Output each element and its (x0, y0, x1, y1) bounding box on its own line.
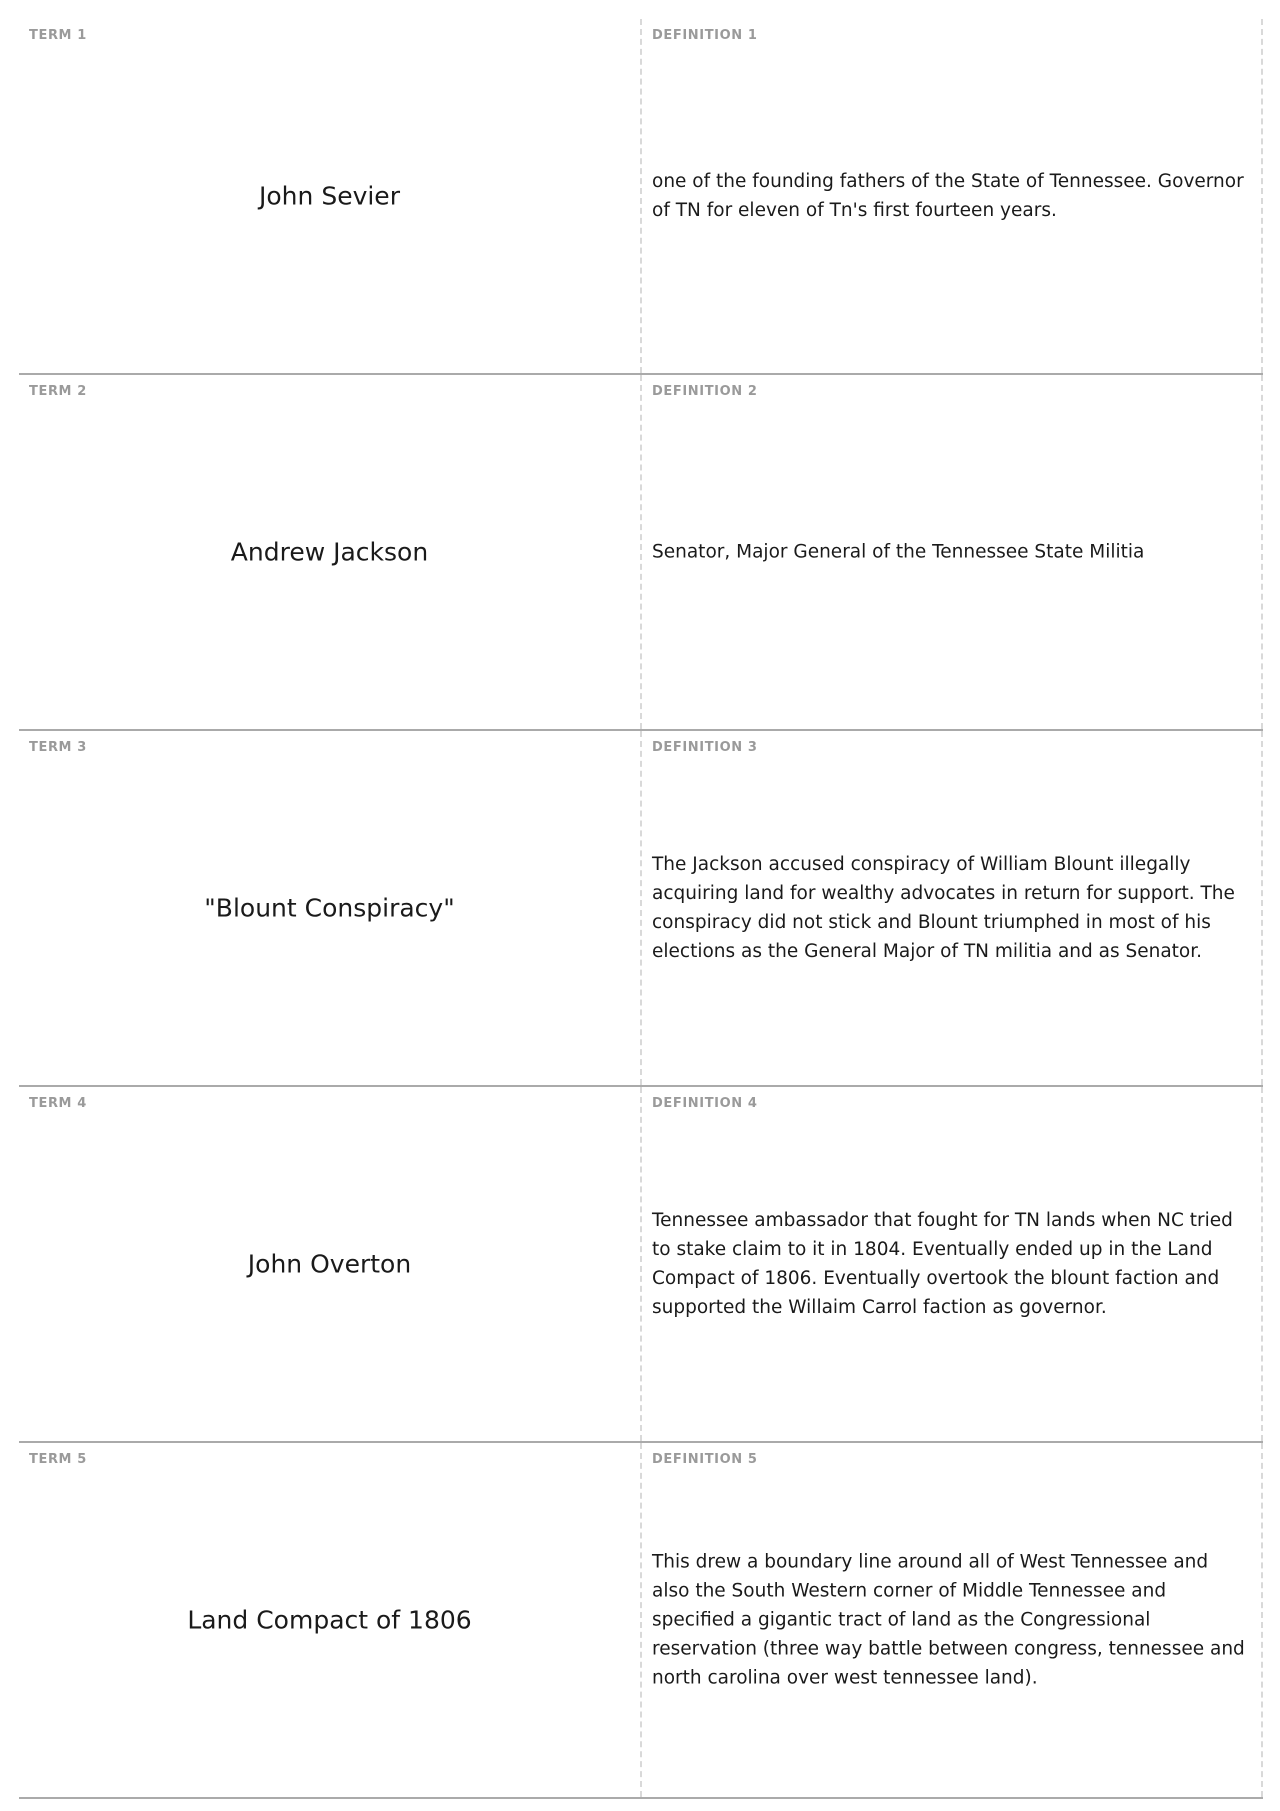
definition-text: This drew a boundary line around all of West Tennessee and also the South Western corner of Middle Tennessee and specified a gigantic tract of land as the Congressional reservation (three way battle between congress, tennessee and north carolina over west tennessee land). (652, 1551, 1245, 1689)
definition-label: DEFINITION 4 (652, 1096, 758, 1111)
definition-cell (642, 375, 1263, 729)
term-label: TERM 1 (29, 28, 87, 43)
definition-cell (642, 1443, 1263, 1797)
term-label: TERM 5 (29, 1452, 87, 1467)
term-text: John Sevier (259, 181, 400, 211)
definition-cell (642, 731, 1263, 1085)
flashcard-sheet (19, 19, 1263, 1799)
definition-text: Senator, Major General of the Tennessee State Militia (652, 541, 1145, 563)
definition-cell (642, 19, 1263, 373)
definition-label: DEFINITION 2 (652, 384, 758, 399)
term-text: "Blount Conspiracy" (204, 893, 455, 923)
term-label: TERM 4 (29, 1096, 87, 1111)
term-cell (19, 375, 642, 729)
flashcard-row (19, 1087, 1263, 1443)
definition-text: Tennessee ambassador that fought for TN lands when NC tried to stake claim to it in 1804. Eventually ended up in the Land Compact of 1806. Eventually overtook the blount faction and supported the Willaim Carrol faction as governor. (652, 1210, 1233, 1318)
definition-label: DEFINITION 1 (652, 28, 758, 43)
term-text: John Overton (247, 1249, 412, 1279)
term-cell (19, 731, 642, 1085)
term-text: Andrew Jackson (230, 537, 429, 567)
term-label: TERM 3 (29, 740, 87, 755)
flashcard-row (19, 375, 1263, 731)
definition-label: DEFINITION 3 (652, 740, 758, 755)
flashcard-row (19, 19, 1263, 375)
definition-text: The Jackson accused conspiracy of William Blount illegally acquiring land for wealthy advocates in return for support. The conspiracy did not stick and Blount triumphed in most of his elections as the General Major of TN militia and as Senator. (652, 854, 1235, 962)
term-cell (19, 19, 642, 373)
term-text: Land Compact of 1806 (187, 1605, 472, 1635)
definition-cell (642, 1087, 1263, 1441)
flashcard-row (19, 731, 1263, 1087)
term-label: TERM 2 (29, 384, 87, 399)
definition-label: DEFINITION 5 (652, 1452, 758, 1467)
term-cell (19, 1443, 642, 1797)
definition-text: one of the founding fathers of the State of Tennessee. Governor of TN for eleven of Tn's first fourteen years. (652, 171, 1244, 221)
term-cell (19, 1087, 642, 1441)
flashcard-row (19, 1443, 1263, 1799)
